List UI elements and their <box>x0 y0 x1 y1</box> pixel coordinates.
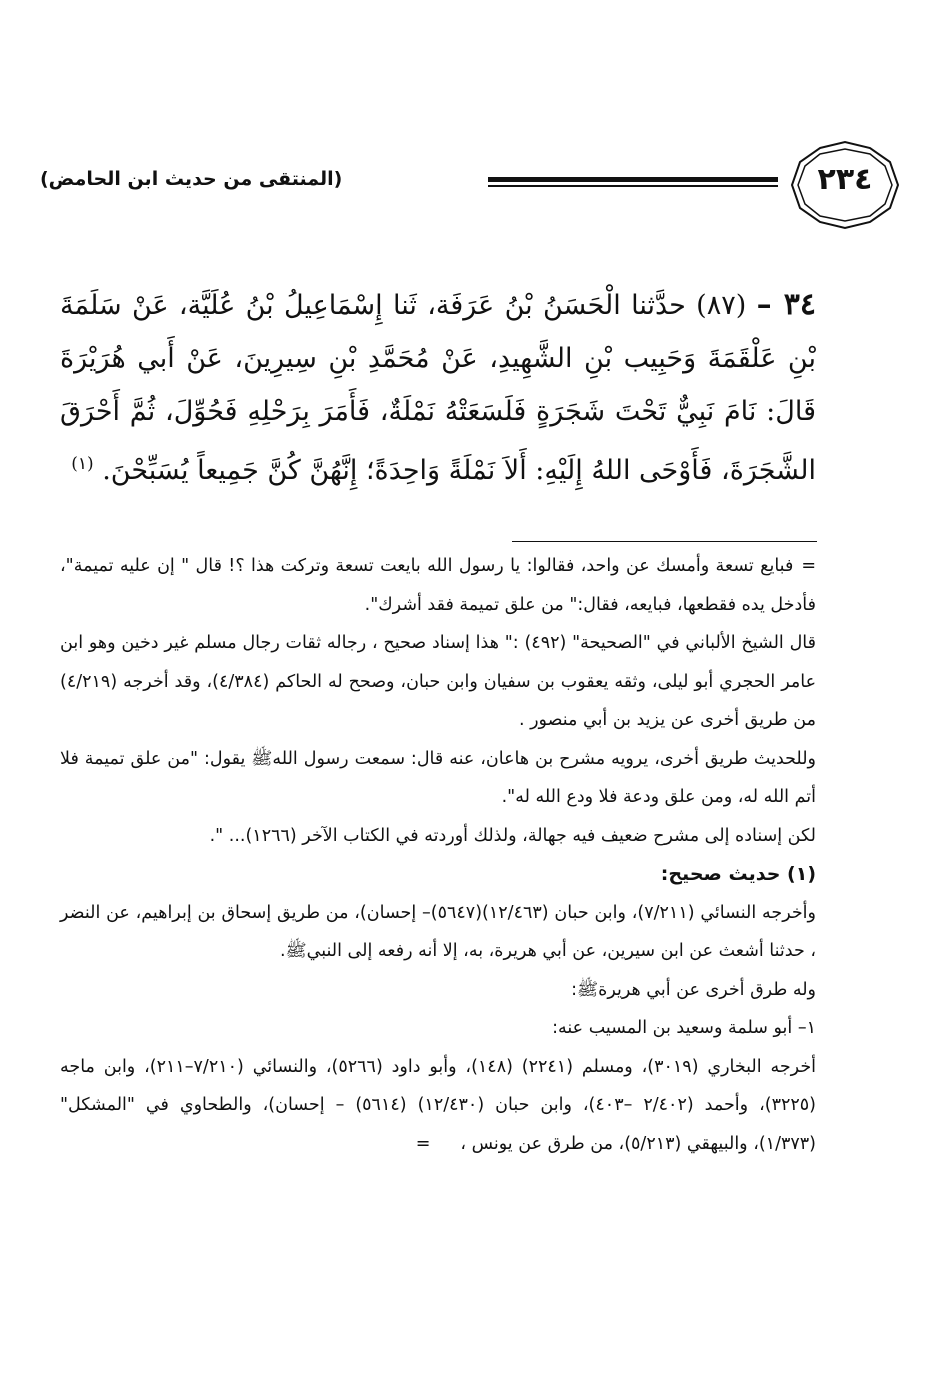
page-header <box>40 140 900 230</box>
note-paragraph: وللحديث طريق أخرى، يرويه مشرح بن هاعان، عنه قال: سمعت رسول اللهﷺ يقول: "من علق تميمة فلا أتم الله له، ومن علق ودعة فلا ودع الله له". <box>60 748 816 807</box>
note-paragraph <box>60 1048 816 1164</box>
note-paragraph: لكن إسناده إلى مشرح ضعيف فيه جهالة، ولذلك أوردته في الكتاب الآخر (١٢٦٦)... ". <box>209 825 816 846</box>
note-paragraph: قال الشيخ الألباني في "الصحيحة" (٤٩٢) :" هذا إسناد صحيح ، رجاله ثقات رجال مسلم غير دخين وهو ابن عامر الحجري أبو ليلى، وثقه يعقوب بن سفيان وابن حبان، وصحح له الحاكم (٤/٣٨٤)، وقد أخرجه (٤/٢١٩) من طريق أخرى عن يزيد بن أبي منصور . <box>60 633 817 730</box>
header-rule-thin <box>488 185 778 187</box>
note-paragraph: وله طرق أخرى عن أبي هريرةﷺ: <box>571 979 816 1000</box>
hadith-text-block <box>60 278 816 497</box>
footnote-reference: (١) <box>71 454 94 474</box>
note-text: أخرجه البخاري (٣٠١٩)، ومسلم (٢٢٤١) (١٤٨)، وأبو داود (٥٢٦٦)، والنسائي (٧/٢١٠–٢١١)، وابن ماجه (٣٢٢٥)، وأحمد (٢/٤٠٢ –٤٠٣)، وابن حبان (١٢/٤٣٠) (٥٦١٤) – إحسان)، والطحاوي في "المشكل" (١/٣٧٣)، والبيهقي (٥/٢١٣)، من طرق عن يونس ، <box>60 1056 816 1154</box>
hadith-number: ٣٤ – <box>756 287 816 322</box>
note-text: فبايع تسعة وأمسك عن واحد، فقالوا: يا رسول الله بايعت تسعة وتركت هذا ؟! قال " إن عليه تميمة"، فأدخل يده فقطعها، فبايعه، فقال:" من علق تميمة فقد أشرك". <box>60 556 816 615</box>
note-paragraph: وأخرجه النسائي (٧/٢١١)، وابن حبان (١٢/٤٦٣)(٥٦٤٧)– إحسان)، من طريق إسحاق بن إبراهيم، عن النضر ، حدثنا أشعث عن ابن سيرين، عن أبي هريرة، به، إلا أنه رفعه إلى النبيﷺ. <box>60 902 816 961</box>
note-paragraph <box>60 547 816 624</box>
footnote-heading: (١) حديث صحيح: <box>660 863 816 885</box>
hadith-body: (٨٧) حدَّثنا الْحَسَنُ بْنُ عَرَفَة، ثَنا إِسْمَاعِيلُ بْنُ عُلَيَّة، عَنْ سَلَمَةَ بْنِ عَلْقَمَةَ وَحَبِيب بْنِ الشَّهِيدِ، عَنْ مُحَمَّدِ بْنِ سِيرِينَ، عَنْ أَبي هُرَيْرَةَ قَالَ: نَامَ نَبِيٌّ تَحْتَ شَجَرَةٍ فَلَسَعَتْهُ نَمْلَةٌ، فَأَمَرَ بِرَحْلِهِ فَحُوِّلَ، ثُمَّ أَحْرَقَ الشَّجَرَةَ، فَأَوْحَى اللهُ إِلَيْهِ: أَلاَ نَمْلَةً وَاحِدَةً؛ إِنَّهُنَّ كُنَّ جَمِيعاً يُسَبِّحْنَ. <box>60 290 816 486</box>
page-number: ٢٣٤ <box>817 162 873 197</box>
book-title: (المنتقى من حديث ابن الحامض) <box>40 168 343 190</box>
tail-continuation-mark: = <box>415 1133 431 1154</box>
footnotes-block <box>60 547 816 1163</box>
header-rule <box>488 177 778 182</box>
continuation-mark: = <box>801 556 816 576</box>
note-paragraph: ١– أبو سلمة وسعيد بن المسيب عنه: <box>552 1018 816 1038</box>
footnote-divider <box>512 541 817 542</box>
page-number-badge <box>790 140 900 230</box>
